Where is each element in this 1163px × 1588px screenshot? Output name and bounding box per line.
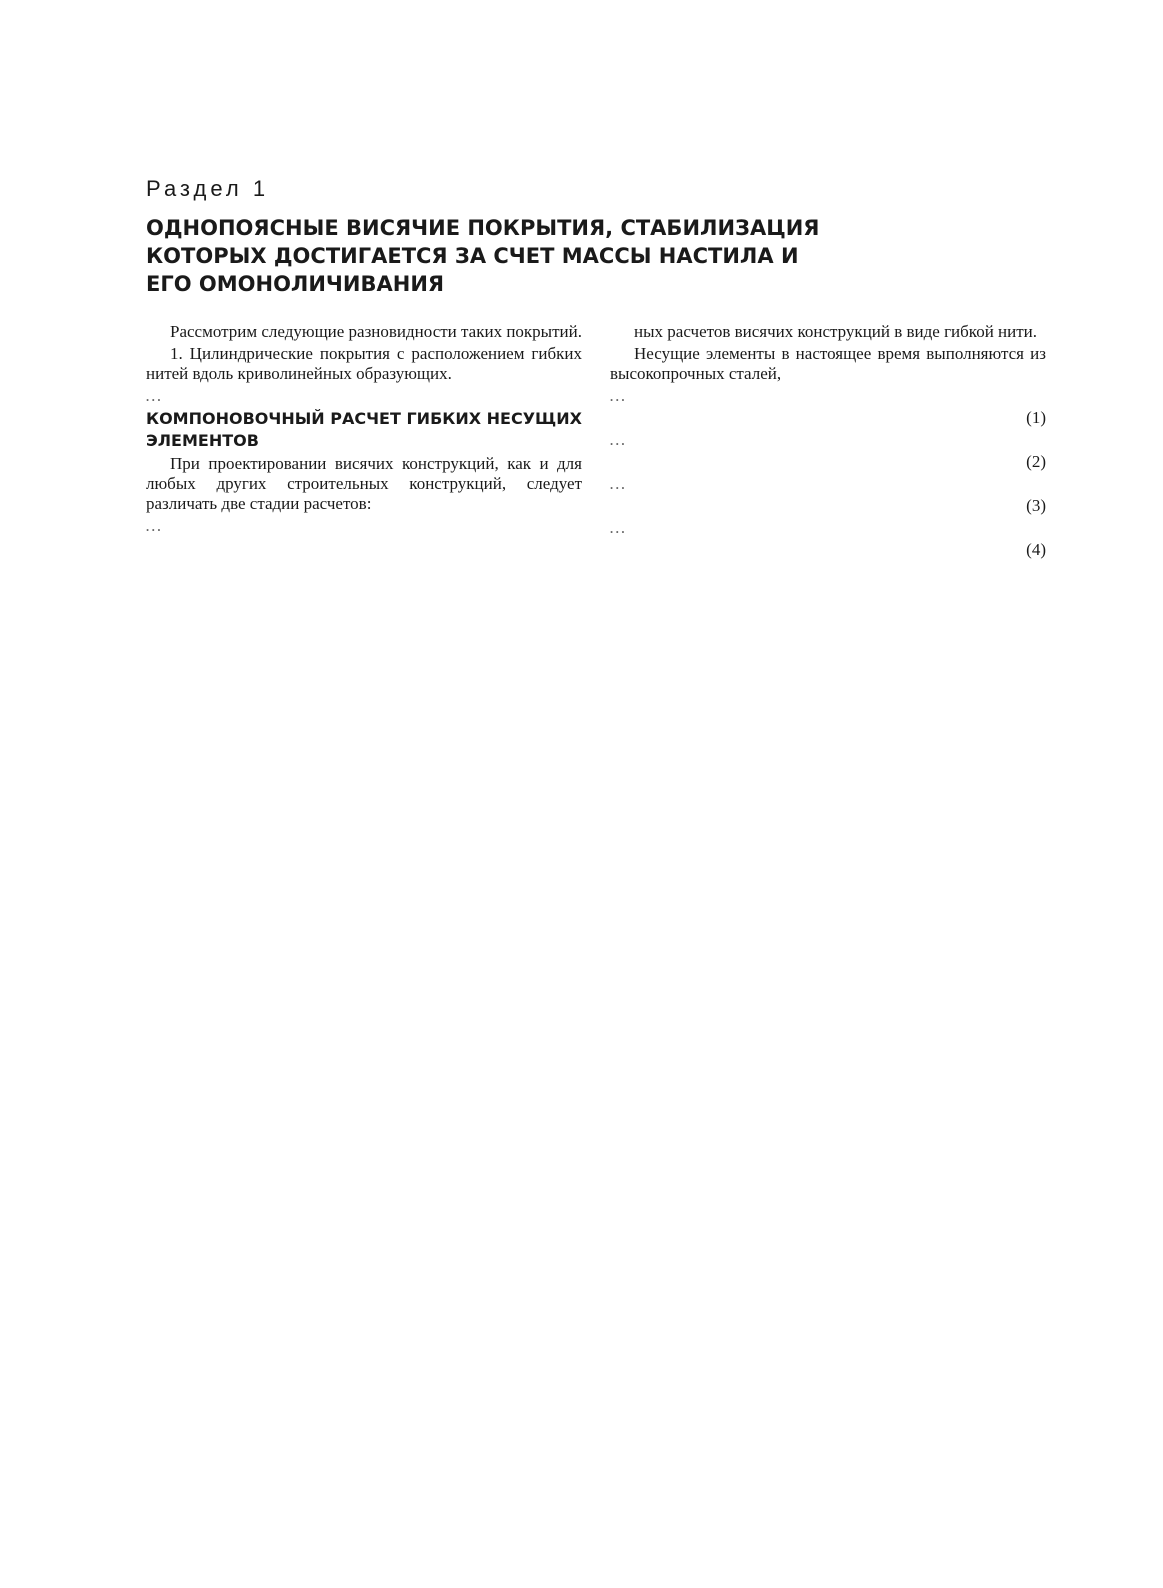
left-ellipsis-1: … [146,386,162,405]
section-label: Раздел 1 [146,176,270,201]
left-paragraph-2: 1. Цилиндрические покрытия с расположением гибких нитей вдоль криволинейных образующих. [146,344,582,383]
formula-2-number: (2) [1026,452,1046,471]
left-paragraph-1: Рассмотрим следующие разновидности таких покрытий. [170,322,582,341]
right-ellipsis-3: … [610,474,626,493]
left-ellipsis-2: … [146,516,162,535]
formula-1 [610,408,1046,428]
formula-4 [610,540,1046,560]
formula-3 [610,496,1046,516]
right-ellipsis-1: … [610,386,626,405]
formula-3-number: (3) [1026,496,1046,515]
right-ellipsis-2: … [610,430,626,449]
right-paragraph-2: Несущие элементы в настоящее время выполняются из высокопрочных сталей, [610,344,1046,383]
right-ellipsis-4: … [610,518,626,537]
section-title: ОДНОПОЯСНЫЕ ВИСЯЧИЕ ПОКРЫТИЯ, СТАБИЛИЗАЦИЯ КОТОРЫХ ДОСТИГАЕТСЯ ЗА СЧЕТ МАССЫ НАСТИЛА И ЕГО ОМОНОЛИЧИВАНИЯ [146,216,820,296]
subsection-heading: КОМПОНОВОЧНЫЙ РАСЧЕТ ГИБКИХ НЕСУЩИХ ЭЛЕМЕНТОВ [146,409,582,450]
formula-4-number: (4) [1026,540,1046,559]
left-column [146,322,582,538]
left-paragraph-3: При проектировании висячих конструкций, как и для любых других строительных конструкций, следует различать две стадии расчетов: [146,454,582,513]
formula-2 [610,452,1046,472]
formula-1-number: (1) [1026,408,1046,427]
right-paragraph-1: ных расчетов висячих конструкций в виде гибкой нити. [634,322,1038,341]
right-column [610,322,1046,562]
